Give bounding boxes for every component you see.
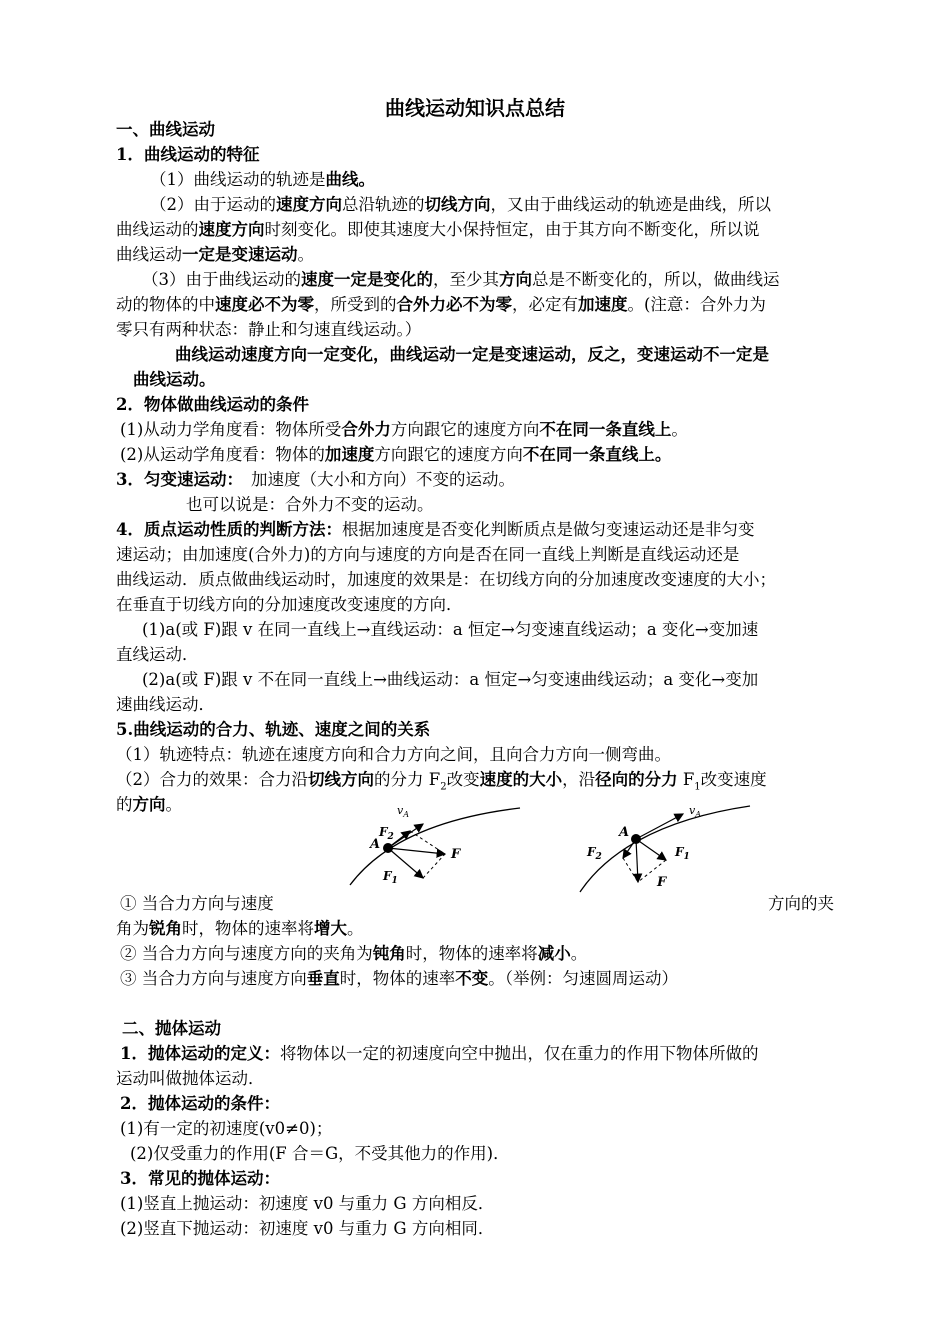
svg-text:vA: $v_A$ [689, 804, 701, 819]
section-1-heading: 一、曲线运动 [116, 120, 215, 139]
paragraph-2-line-1: （2）由于运动的速度方向总沿轨迹的切线方向，又由于曲线运动的轨迹是曲线，所以 [150, 195, 771, 214]
subsection-4-line-2: 速运动；由加速度(合外力)的方向与速度的方向是否在同一直线上判断是直线运动还是 [116, 545, 740, 564]
svg-text:vA: $v_A$ [397, 804, 409, 819]
svg-text:F2: $F_2$ [587, 845, 602, 862]
definition-line-1: 1．抛体运动的定义：将物体以一定的初速度向空中抛出，仅在重力的作用下物体所做的 [120, 1044, 759, 1063]
paragraph-1: （1）曲线运动的轨迹是曲线。 [150, 170, 375, 189]
force-effect-line-1: （2）合力的效果：合力沿切线方向的分力 $F_2$改变速度的大小，沿径向的分力 $F_1$改变速度 [116, 770, 767, 793]
obtuse-angle-force-diagram [575, 800, 755, 895]
case-2: ② 当合力方向与速度方向的夹角为钝角时，物体的速率将减小。 [120, 944, 588, 963]
common-motion-item-1: (1)竖直上抛运动：初速度 v0 与重力 G 方向相反． [120, 1194, 495, 1213]
svg-text:F2: $F_2$ [379, 825, 394, 842]
common-motion-item-2: (2)竖直下抛运动：初速度 v0 与重力 G 方向相同． [120, 1219, 495, 1238]
key-note-line-2: 曲线运动。 [133, 370, 216, 389]
case-3: ③ 当合力方向与速度方向垂直时，物体的速率不变。（举例：匀速圆周运动） [120, 969, 678, 988]
case-1-line-1-right: 方向的夹 [768, 894, 834, 913]
condition-item-1: (1)有一定的初速度(v0≠0)； [120, 1119, 333, 1138]
rule-1-line-2: 直线运动． [116, 645, 199, 664]
subsection-4-line-3: 曲线运动．质点做曲线运动时，加速度的效果是：在切线方向的分加速度改变速度的大小； [116, 570, 776, 589]
common-motion-heading: 3．常见的抛体运动： [120, 1169, 280, 1188]
subsection-4-line-1: 4．质点运动性质的判断方法：根据加速度是否变化判断质点是做匀变速运动还是非匀变 [116, 520, 755, 539]
page-title: 曲线运动知识点总结 [385, 96, 565, 120]
acute-angle-force-diagram [345, 800, 525, 895]
svg-text:A: A [619, 825, 630, 840]
paragraph-3-line-2: 动的物体的中速度必不为零，所受到的合外力必不为零，必定有加速度。(注意：合外力为 [116, 295, 766, 314]
key-note-line-1: 曲线运动速度方向一定变化，曲线运动一定是变速运动，反之，变速运动不一定是 [175, 345, 769, 364]
f1-arrow [388, 848, 423, 878]
subsection-5-heading: 5.曲线运动的合力、轨迹、速度之间的关系 [116, 720, 431, 739]
condition-1: (1)从动力学角度看：物体所受合外力方向跟它的速度方向不在同一条直线上。 [120, 420, 688, 439]
rule-2-line-1: (2)a(或 F)跟 v 不在同一直线上→曲线运动：a 恒定→匀变速曲线运动；a 变化→变加 [142, 670, 759, 689]
subsection-3-note: 也可以说是：合外力不变的运动。 [186, 495, 434, 514]
subsection-2-heading: 2．物体做曲线运动的条件 [116, 395, 309, 414]
force-effect-line-2: 的方向。 [116, 795, 182, 814]
paragraph-2-line-3: 曲线运动一定是变速运动。 [116, 245, 314, 264]
paragraph-2-line-2: 曲线运动的速度方向时刻变化。即使其速度大小保持恒定，由于其方向不断变化，所以说 [116, 220, 760, 239]
rule-2-line-2: 速曲线运动． [116, 695, 215, 714]
svg-text:A: A [370, 837, 381, 852]
subsection-1-heading: 1．曲线运动的特征 [116, 145, 260, 164]
rule-1-line-1: (1)a(或 F)跟 v 在同一直线上→直线运动：a 恒定→匀变速直线运动；a 变化→变加速 [142, 620, 759, 639]
trajectory-feature: （1）轨迹特点：轨迹在速度方向和合力方向之间，且向合力方向一侧弯曲。 [116, 745, 671, 764]
svg-text:F: F [451, 847, 461, 862]
subsection-4-line-4: 在垂直于切线方向的分加速度改变速度的方向． [116, 595, 463, 614]
condition-item-2: (2)仅受重力的作用(F 合＝G，不受其他力的作用)． [130, 1144, 510, 1163]
subsection-3-heading: 3．匀变速运动： 加速度（大小和方向）不变的运动。 [116, 470, 515, 489]
svg-text:F1: $F_1$ [383, 869, 398, 886]
f1-arrow [636, 839, 666, 860]
paragraph-3-line-1: （3）由于曲线运动的速度一定是变化的，至少其方向总是不断变化的，所以，做曲线运 [142, 270, 780, 289]
case-1-line-1-left: ① 当合力方向与速度 [120, 894, 274, 913]
definition-line-2: 运动叫做抛体运动． [116, 1069, 265, 1088]
paragraph-3-line-3: 零只有两种状态：静止和匀速直线运动。） [116, 320, 422, 339]
f-arrow [636, 839, 638, 882]
case-1-line-2: 角为锐角时，物体的速率将增大。 [116, 919, 364, 938]
conditions-heading: 2．抛体运动的条件： [120, 1094, 280, 1113]
svg-text:F: F [657, 875, 667, 890]
svg-text:F1: $F_1$ [675, 845, 690, 862]
condition-2: (2)从运动学角度看：物体的加速度方向跟它的速度方向不在同一条直线上。 [120, 445, 672, 464]
velocity-arrow [636, 814, 683, 839]
section-2-heading: 二、抛体运动 [122, 1019, 221, 1038]
